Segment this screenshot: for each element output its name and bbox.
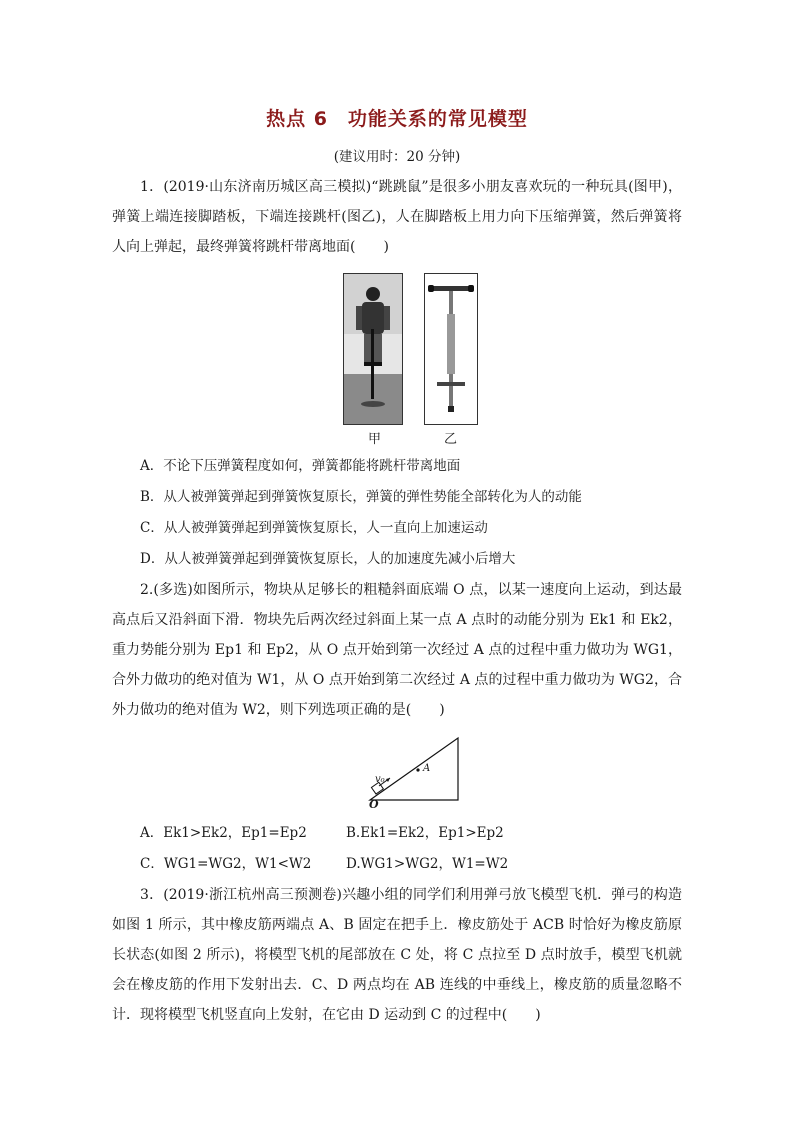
pogo-child-photo [343, 273, 403, 425]
q1-option-b: B．从人被弹簧弹起到弹簧恢复原长，弹簧的弹性势能全部转化为人的动能 [140, 489, 582, 505]
pogo-stick-photo [424, 273, 478, 425]
q2-option-c: C．WG1=WG2，W1<W2 [140, 856, 312, 872]
label-O: O [369, 798, 379, 811]
q2-option-a: A．Ek1>Ek2，Ep1=Ep2 [140, 825, 307, 841]
q1-option-d: D．从人被弹簧弹起到弹簧恢复原长，人的加速度先减小后增大 [140, 551, 516, 567]
q2-option-b: B.Ek1=Ek2，Ep1>Ep2 [346, 825, 504, 841]
q2-option-d: D.WG1>WG2，W1=W2 [346, 856, 509, 872]
suggested-time: (建议用时：20 分钟) [333, 149, 461, 165]
q1-option-c: C．从人被弹簧弹起到弹簧恢复原长，人一直向上加速运动 [140, 520, 488, 536]
incline-diagram [360, 732, 465, 810]
question-1-stem: 1．(2019·山东济南历城区高三模拟)“跳跳鼠”是很多小朋友喜欢玩的一种玩具(图甲)，弹簧上端连接脚踏板，下端连接跳杆(图乙)，人在脚踏板上用力向下压缩弹簧，然后弹簧将人向上弹起，最终弹簧将跳杆带离地面( ) [112, 179, 682, 255]
figure-caption-yi: 乙 [444, 432, 458, 447]
label-v0: v₀ [375, 774, 385, 785]
q1-option-a: A．不论下压弹簧程度如何，弹簧都能将跳杆带离地面 [140, 458, 461, 474]
question-3-stem: 3．(2019·浙江杭州高三预测卷)兴趣小组的同学们利用弹弓放飞模型飞机．弹弓的构造如图 1 所示，其中橡皮筋两端点 A、B 固定在把手上．橡皮筋处于 ACB 时恰好为橡皮筋原长状态(如图 2 所示)，将模型飞机的尾部放在 C 处，将 C 点拉至 D 点时放手，模型飞机就会在橡皮筋的作用下发射出去．C、D 两点均在 AB 连线的中垂线上，橡皮筋的质量忽略不计．现将模型飞机竖直向上发射，在它由 D 运动到 C 的过程中( ) [112, 887, 682, 1023]
figure-caption-jia: 甲 [368, 432, 382, 447]
label-A: A [423, 763, 431, 774]
page-title: 热点 6 功能关系的常见模型 [266, 108, 528, 130]
question-2-stem: 2.(多选)如图所示，物块从足够长的粗糙斜面底端 O 点，以某一速度向上运动，到达最高点后又沿斜面下滑．物块先后两次经过斜面上某一点 A 点时的动能分别为 Ek1 和 Ek2，重力势能分别为 Ep1 和 Ep2，从 O 点开始到第一次经过 A 点的过程中重力做功为 WG1，合外力做功的绝对值为 W1，从 O 点开始到第二次经过 A 点的过程中重力做功为 WG2，合外力做功的绝对值为 W2，则下列选项正确的是( ) [112, 582, 682, 718]
